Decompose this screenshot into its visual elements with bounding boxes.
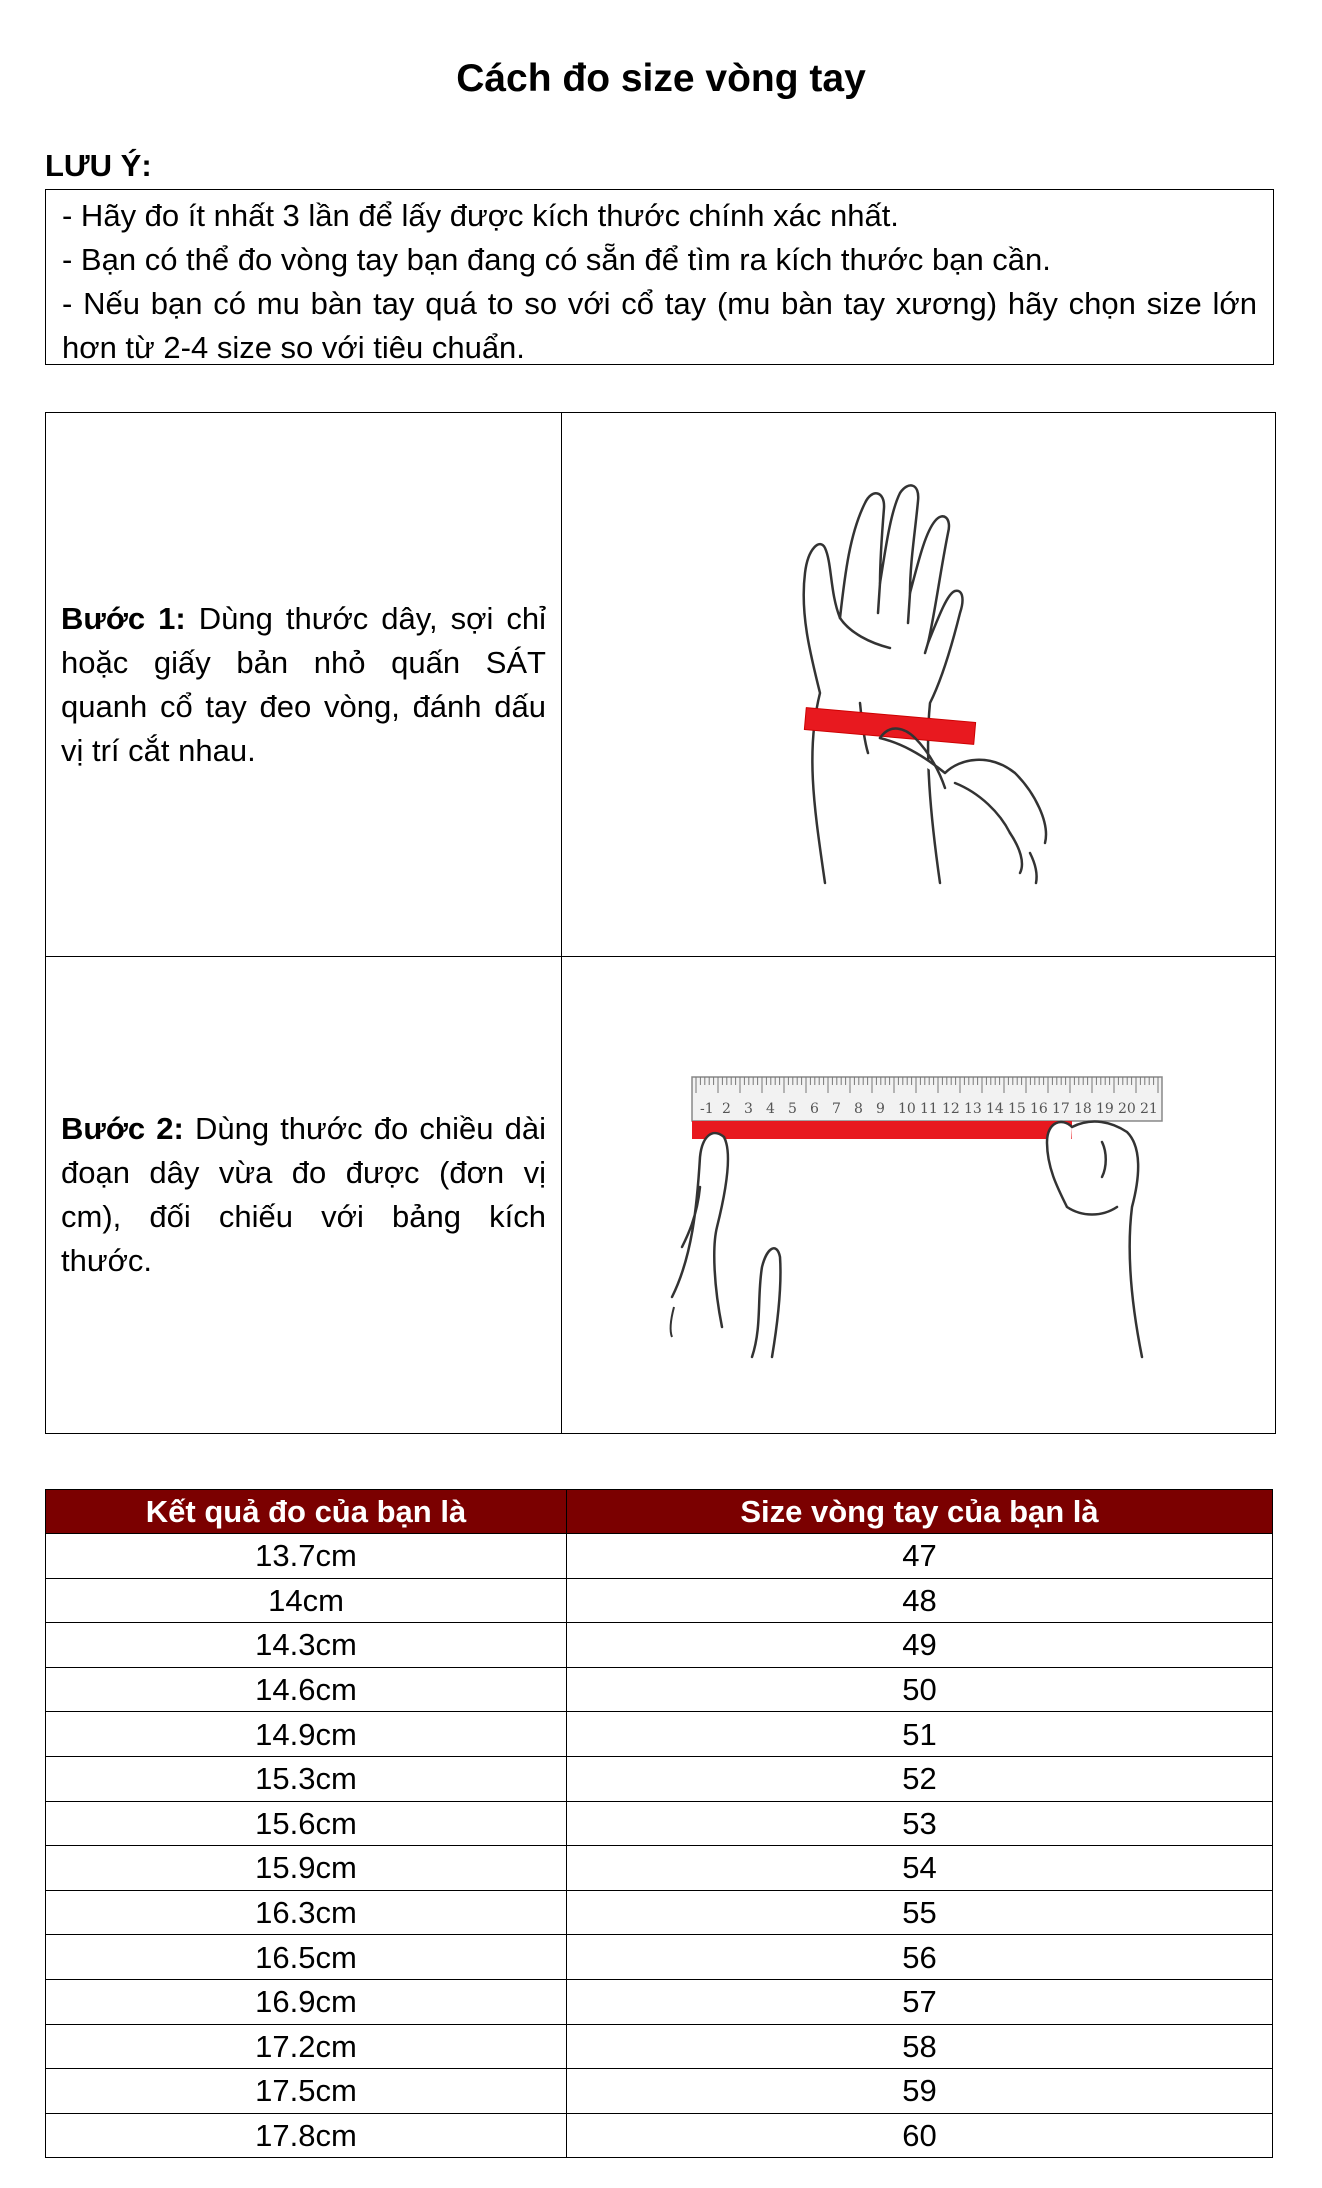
note-line: - Hãy đo ít nhất 3 lần để lấy được kích thước chính xác nhất. <box>62 198 899 233</box>
size-cell: 54 <box>567 1846 1273 1891</box>
ruler <box>692 1077 1162 1121</box>
steps-table <box>45 412 1276 1434</box>
ruler-tick-label: -1 <box>700 1101 714 1117</box>
ruler-tick-label: 16 <box>1030 1101 1048 1117</box>
red-strap <box>692 1121 1072 1139</box>
measurement-cell: 17.5cm <box>46 2069 567 2114</box>
ruler-tick-label: 11 <box>920 1101 938 1117</box>
ruler-tick-label: 2 <box>722 1101 731 1117</box>
table-row <box>46 1712 1273 1757</box>
step-2-description: Dùng thước đo chiều dài đoạn dây vừa đo được (đơn vị cm), đối chiếu với bảng kích thước. <box>61 1111 546 1278</box>
note-line: - Bạn có thể đo vòng tay bạn đang có sẵn để tìm ra kích thước bạn cần. <box>62 242 1051 277</box>
measurement-cell: 16.3cm <box>46 1890 567 1935</box>
step-1-label: Bước 1: <box>61 600 186 636</box>
ruler-tick-label: 21 <box>1140 1101 1158 1117</box>
size-cell: 48 <box>567 1578 1273 1623</box>
size-cell: 60 <box>567 2113 1273 2158</box>
table-row <box>46 1667 1273 1712</box>
ruler-tick-label: 5 <box>788 1101 797 1117</box>
table-row <box>46 2113 1273 2158</box>
ruler-tick-label: 14 <box>986 1101 1004 1117</box>
ruler-measuring-icon <box>662 1067 1182 1367</box>
measurement-cell: 16.5cm <box>46 1935 567 1980</box>
note-heading: LƯU Ý: <box>45 148 152 183</box>
measurement-cell: 17.2cm <box>46 2024 567 2069</box>
ruler-tick-label: 9 <box>876 1101 885 1117</box>
size-cell: 59 <box>567 2069 1273 2114</box>
ruler-tick-label: 8 <box>854 1101 863 1117</box>
ruler-tick-label: 18 <box>1074 1101 1092 1117</box>
size-cell: 51 <box>567 1712 1273 1757</box>
size-cell: 58 <box>567 2024 1273 2069</box>
step-2-illustration <box>562 957 1275 1433</box>
measurement-cell: 14.6cm <box>46 1667 567 1712</box>
size-cell: 53 <box>567 1801 1273 1846</box>
wrist-wrapping-icon <box>780 453 1080 913</box>
table-row <box>46 1623 1273 1668</box>
size-cell: 56 <box>567 1935 1273 1980</box>
step-1-text <box>46 413 562 956</box>
size-cell: 55 <box>567 1890 1273 1935</box>
size-table <box>45 1489 1273 2158</box>
table-row <box>46 1890 1273 1935</box>
page-title: Cách đo size vòng tay <box>456 57 866 100</box>
header-measurement: Kết quả đo của bạn là <box>46 1490 567 1534</box>
measurement-cell: 15.9cm <box>46 1846 567 1891</box>
size-cell: 52 <box>567 1756 1273 1801</box>
measurement-cell: 15.6cm <box>46 1801 567 1846</box>
step-row-2 <box>46 957 1275 1433</box>
size-cell: 49 <box>567 1623 1273 1668</box>
measurement-cell: 13.7cm <box>46 1534 567 1579</box>
ruler-tick-label: 17 <box>1052 1101 1070 1117</box>
ruler-tick-label: 4 <box>766 1101 775 1117</box>
measurement-cell: 14.3cm <box>46 1623 567 1668</box>
ruler-tick-label: 13 <box>964 1101 982 1117</box>
ruler-tick-label: 19 <box>1096 1101 1114 1117</box>
note-line: - Nếu bạn có mu bàn tay quá to so với cổ tay (mu bàn tay xương) hãy chọn size lớn hơn từ 2-4 size so với tiêu chuẩn. <box>62 286 1257 365</box>
ruler-tick-label: 3 <box>744 1101 753 1117</box>
measurement-cell: 14.9cm <box>46 1712 567 1757</box>
step-2-label: Bước 2: <box>61 1111 184 1146</box>
ruler-tick-label: 10 <box>898 1101 916 1117</box>
size-cell: 50 <box>567 1667 1273 1712</box>
step-1-illustration <box>562 413 1275 956</box>
ruler-tick-label: 12 <box>942 1101 960 1117</box>
table-row <box>46 1756 1273 1801</box>
step-1-description: Dùng thước dây, sợi chỉ hoặc giấy bản nhỏ quấn SÁT quanh cổ tay đeo vòng, đánh dấu vị trí cắt nhau. <box>61 600 546 768</box>
header-size: Size vòng tay của bạn là <box>567 1490 1273 1534</box>
ruler-tick-label: 6 <box>810 1101 819 1117</box>
table-row <box>46 1979 1273 2024</box>
note-box <box>45 189 1274 365</box>
size-cell: 47 <box>567 1534 1273 1579</box>
table-row <box>46 2024 1273 2069</box>
table-row <box>46 1534 1273 1579</box>
table-row <box>46 2069 1273 2114</box>
ruler-tick-label: 7 <box>832 1101 841 1117</box>
table-row <box>46 1578 1273 1623</box>
measurement-cell: 15.3cm <box>46 1756 567 1801</box>
table-header-row <box>46 1490 1273 1534</box>
table-row <box>46 1846 1273 1891</box>
ruler-tick-label: 20 <box>1118 1101 1136 1117</box>
step-2-text <box>46 957 562 1433</box>
ruler-tick-label: 15 <box>1008 1101 1026 1117</box>
table-row <box>46 1801 1273 1846</box>
measurement-cell: 17.8cm <box>46 2113 567 2158</box>
size-cell: 57 <box>567 1979 1273 2024</box>
step-row-1 <box>46 413 1275 957</box>
measurement-cell: 14cm <box>46 1578 567 1623</box>
measurement-cell: 16.9cm <box>46 1979 567 2024</box>
table-row <box>46 1935 1273 1980</box>
